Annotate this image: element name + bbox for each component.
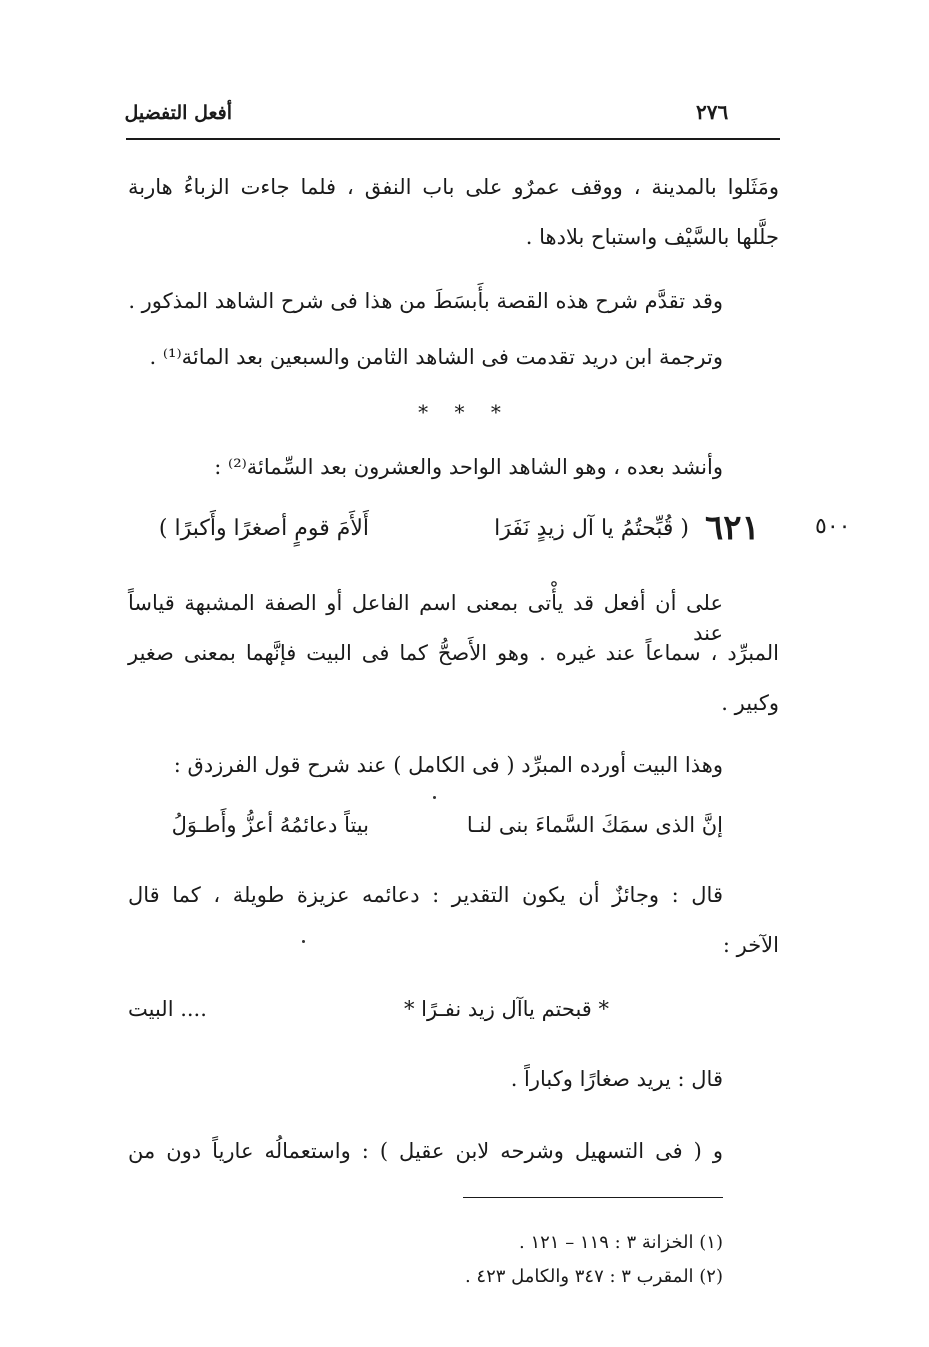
print-speck (302, 940, 305, 943)
page-number: ٢٧٦ (696, 100, 729, 124)
body-line: قال : وجائزٌ أن يكون التقدير : دعائمه عزيزة طويلة ، كما قال (128, 883, 723, 907)
body-line: المبرِّد ، سماعاً عند غيره . وهو الأَصحُّ كما فى البيت فإنَّهما بمعنى صغير (128, 641, 779, 665)
body-line: على أن أفعل قد يأْتى بمعنى اسم الفاعل أو الصفة المشبهة قياساً عند (128, 591, 723, 645)
body-line: ومَثَلوا بالمدينة ، ووقف عمرٌو على باب النفق ، فلما جاءت الزباءُ هاربة (128, 175, 779, 199)
body-line: جلَّلها بالسَّيْف واستباح بلادها . (525, 225, 779, 249)
body-line: قال : يريد صغارًا وكباراً . (510, 1067, 723, 1091)
body-line: و ( فى التسهيل وشرحه لابن عقيل ) : واستعمالُه عارياً دون من (128, 1139, 723, 1163)
poem-hemistich-second: بيتاً دعائمُهُ أعزُّ وأَطـوَلُ (171, 813, 369, 837)
body-line: الآخر : (722, 933, 779, 957)
quoted-hemistich: * قبحتم ياآل زيد نفـرًا * (403, 997, 609, 1021)
footnote-2: (٢) المقرب ٣ : ٣٤٧ والكامل ٤٢٣ . (464, 1266, 723, 1287)
header-rule (126, 138, 780, 140)
verse-number: ٦٢١ (705, 508, 760, 548)
running-title: أفعل التفضيل (124, 102, 232, 124)
footnote-1: (١) الخزانة ٣ : ١١٩ – ١٢١ . (519, 1232, 723, 1253)
body-line: وهذا البيت أورده المبرِّد ( فى الكامل ) عند شرح قول الفرزدق : (173, 753, 723, 777)
verse-hemistich-first: ( قُبِّحتُمُ يا آل زيدٍ نَفَرَا (494, 516, 689, 541)
body-line: وأنشد بعده ، وهو الشاهد الواحد والعشرون بعد السِّمائة⁽²⁾ : (214, 455, 723, 479)
print-speck (433, 796, 436, 799)
verse-hemistich-second: أَلأَمَ قومٍ أصغرًا وأَكبرًا ) (158, 516, 369, 541)
margin-number: ٥٠٠ (815, 514, 851, 539)
body-line: وترجمة ابن دريد تقدمت فى الشاهد الثامن والسبعين بعد المائة⁽¹⁾ . (149, 345, 723, 369)
body-line: وقد تقدَّم شرح هذه القصة بأَبسَطَ من هذا فى شرح الشاهد المذكور . (128, 289, 723, 313)
footnote-rule (463, 1197, 723, 1198)
body-line: وكبير . (721, 691, 779, 715)
quoted-tail: .... البيت (128, 997, 207, 1021)
poem-hemistich-first: إنَّ الذى سمَكَ السَّماءَ بنى لنـا (466, 813, 723, 837)
section-separator: * * * (418, 400, 511, 424)
